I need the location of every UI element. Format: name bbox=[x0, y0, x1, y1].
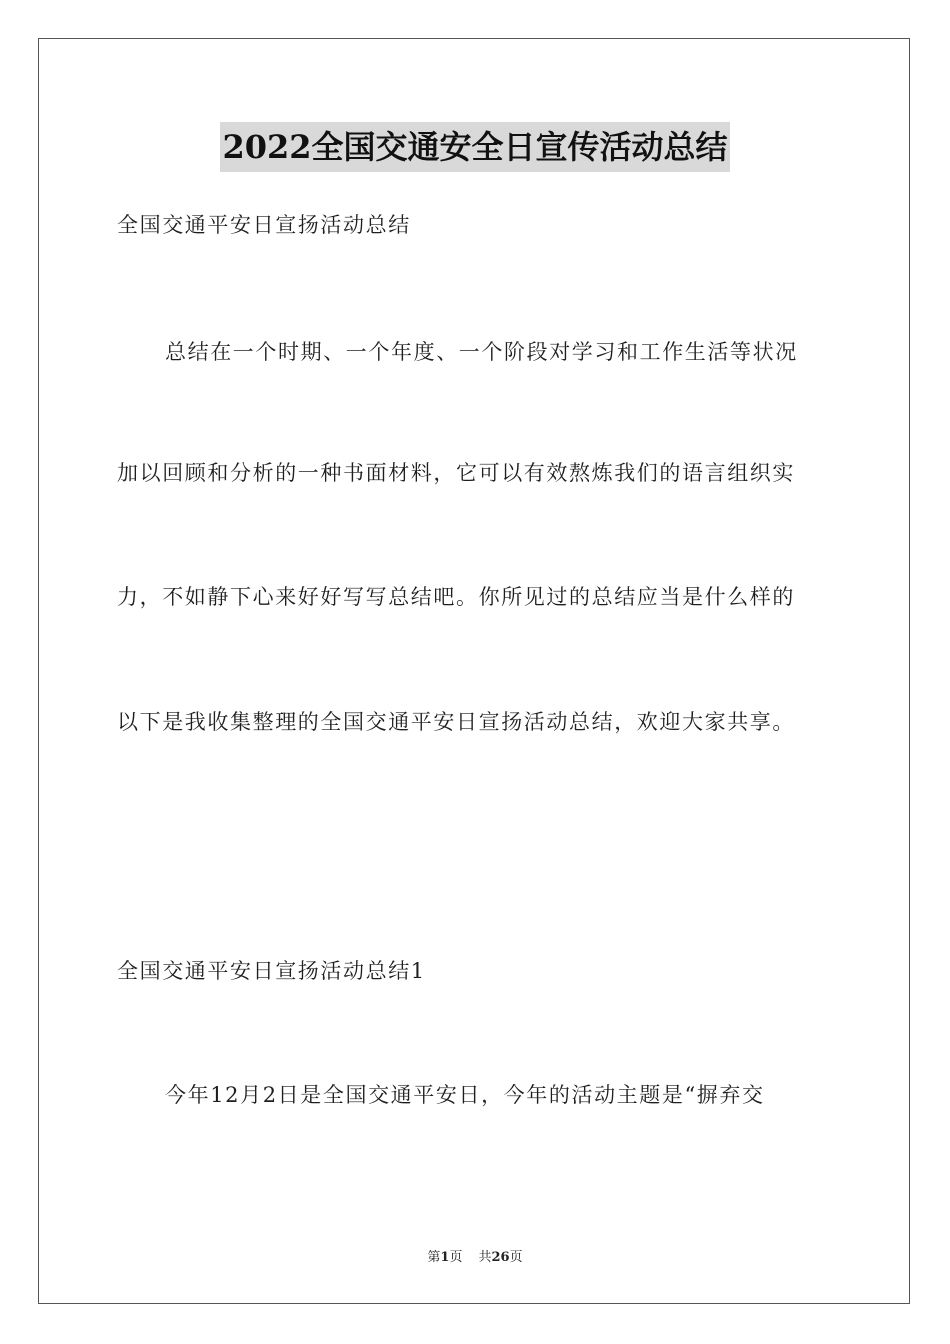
paragraph-line: 总结在一个时期、一个年度、一个阶段对学习和工作生活等状况 bbox=[165, 340, 798, 364]
page-number: 1 bbox=[440, 1250, 450, 1265]
paragraph-line: 以下是我收集整理的全国交通平安日宣扬活动总结，欢迎大家共享。 bbox=[117, 710, 795, 734]
total-pages: 26 bbox=[491, 1250, 510, 1265]
page-suffix: 页 bbox=[449, 1250, 463, 1265]
paragraph-line: 力，不如静下心来好好写写总结吧。你所见过的总结应当是什么样的 bbox=[117, 585, 795, 609]
page-footer bbox=[0, 1246, 950, 1265]
title-container bbox=[0, 122, 950, 172]
paragraph-line: 今年12月2日是全国交通平安日，今年的活动主题是“摒弃交 bbox=[165, 1083, 765, 1107]
total-prefix: 共 bbox=[478, 1250, 492, 1265]
total-suffix: 页 bbox=[509, 1250, 523, 1265]
paragraph-line: 加以回顾和分析的一种书面材料，它可以有效熬炼我们的语言组织实 bbox=[117, 461, 795, 485]
page-prefix: 第 bbox=[427, 1250, 441, 1265]
section-heading: 全国交通平安日宣扬活动总结1 bbox=[117, 959, 426, 983]
document-title: 2022全国交通安全日宣传活动总结 bbox=[220, 122, 729, 172]
paragraph-heading: 全国交通平安日宣扬活动总结 bbox=[117, 213, 411, 237]
